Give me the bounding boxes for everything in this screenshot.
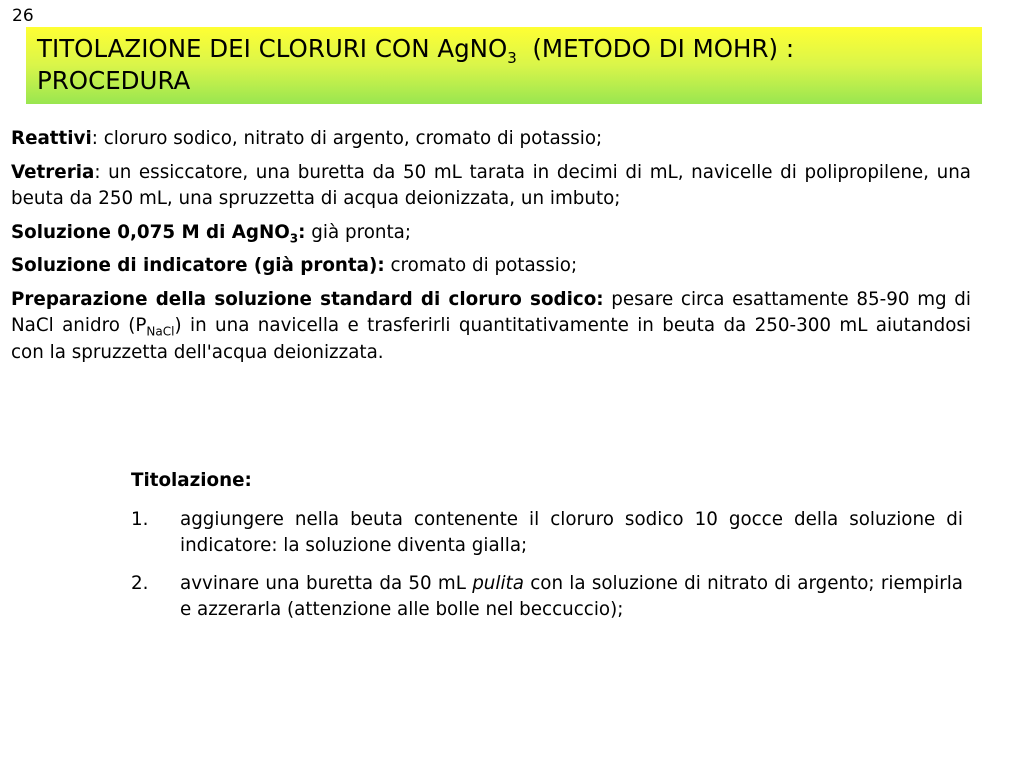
reagents-paragraph: Reattivi: cloruro sodico, nitrato di argento, cromato di potassio;: [11, 128, 603, 149]
indicator-label: Soluzione di indicatore (già pronta):: [11, 255, 385, 276]
step-number: 2.: [131, 572, 149, 594]
slide-title-line-2: PROCEDURA: [37, 66, 191, 95]
step-text: avvinare una buretta da 50 mL pulita con la soluzione di nitrato di argento; riempirla e azzerarla (attenzione alle bolle nel beccuccio);: [180, 572, 963, 620]
silver-nitrate-paragraph: Soluzione 0,075 M di AgNO$_3$: già pronta;: [11, 221, 411, 246]
step-number: 1.: [131, 508, 149, 530]
standard-prep-paragraph: Preparazione della soluzione standard di cloruro sodico: pesare circa esattamente 85-90 mg di NaCl anidro $(P_{NaCl})$ in una navicella e trasferirli quantitativamente in beuta da 250-300 mL aiutandosi con la spruzzetta dell'acqua deionizzata.: [11, 288, 971, 363]
glassware-paragraph: Vetreria: un essiccatore, una buretta da 50 mL tarata in decimi di mL, navicelle di polipropilene, una beuta da 250 mL, una spruzzetta di acqua deionizzata, un imbuto;: [11, 161, 971, 209]
titration-section: [131, 468, 963, 635]
slide-title-line-1: TITOLAZIONE DEI CLORURI CON AgNO$_3$ (METODO DI MOHR) :: [37, 34, 795, 67]
titration-step: [131, 571, 963, 624]
silver-nitrate-label: Soluzione 0,075 M di AgNO$_3$:: [11, 221, 306, 246]
step-text: aggiungere nella beuta contenente il cloruro sodico 10 gocce della soluzione di indicatore: la soluzione diventa gialla;: [180, 508, 963, 556]
titration-heading: Titolazione:: [131, 470, 252, 491]
procedure-content: [11, 126, 971, 373]
glassware-label: Vetreria: [11, 161, 95, 183]
indicator-paragraph: Soluzione di indicatore (già pronta): cromato di potassio;: [11, 255, 578, 276]
title-banner: [26, 27, 982, 104]
standard-prep-label: Preparazione della soluzione standard di cloruro sodico:: [11, 288, 604, 310]
page-number: 26: [12, 6, 34, 26]
titration-step: [131, 507, 963, 560]
reagents-label: Reattivi: [11, 128, 92, 149]
